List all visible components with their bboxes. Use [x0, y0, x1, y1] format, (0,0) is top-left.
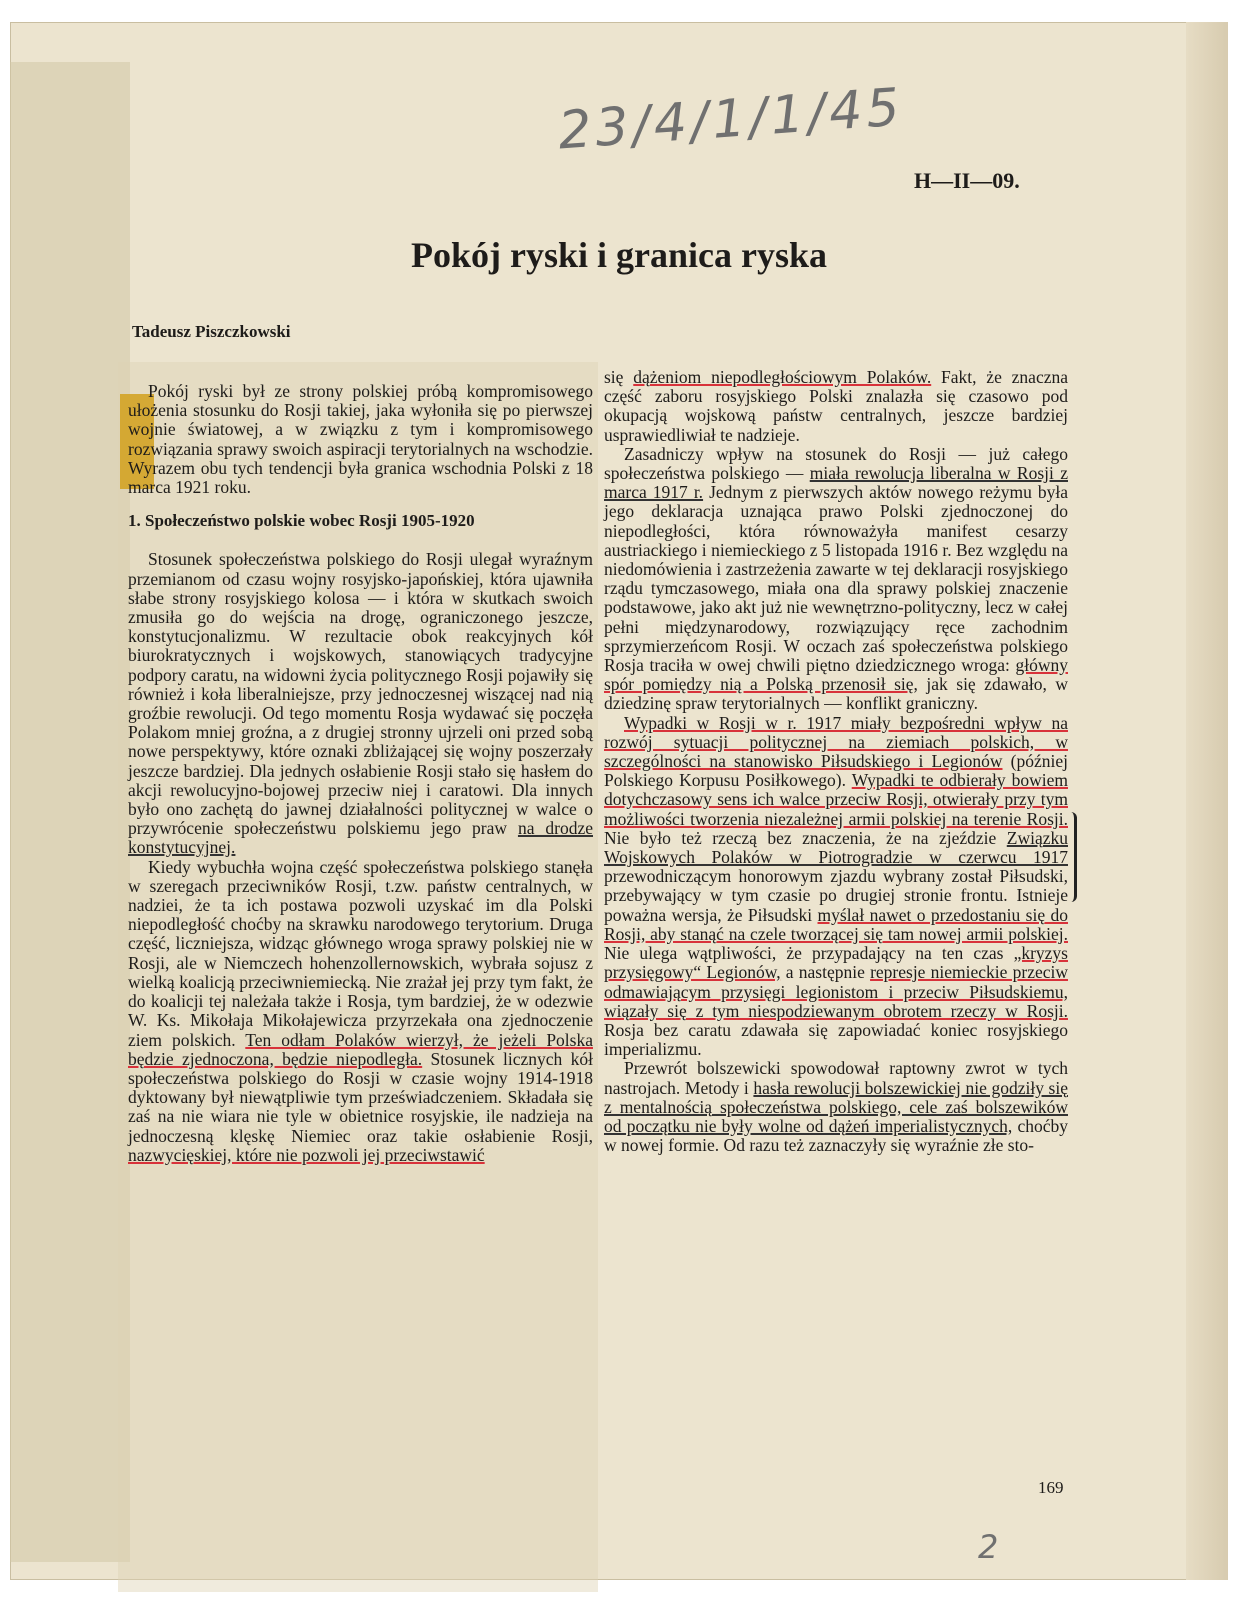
underlined-text: nazwycięskiej, które nie pozwoli jej przeciwstawić [128, 1144, 485, 1165]
paragraph [128, 550, 593, 857]
tape-strip-left [10, 62, 130, 1562]
underlined-text: Wypadki te odbierały bowiem dotychczasowy sens ich walce przeciw Rosji, otwierały przy tym możliwości tworzenia niezależnej armii polskiej na terenie Rosji. [604, 770, 1068, 829]
underlined-text: na drodze konstytucyjnej. [128, 818, 593, 858]
text-span: Stosunek społeczeństwa polskiego do Rosji ulegał wyraźnym przemianom od czasu wojny rosyjsko-japońskiej, która ujawniła słabe strony rosyjskiego kolosa — i która w skutkach swoich zmusiła go do wejścia na drogę, ograniczonego jeszcze, konstytucjonalizmu. W rezultacie obok reakcyjnych kół biurokratycznych i wojskowych, stanowiących tradycyjne podpory caratu, na widowni życia politycznego Rosji pojawiły się również i koła liberalniejsze, przy jednoczesnej wiszącej nad nią groźbie rewolucji. Od tego momentu Rosja wydawać się poczęła Polakom mniej groźna, a z drugiej stronny ujrzeli oni przed sobą nowe perspektywy, które oznaki zbliżającej się wojny poszerzały jeszcze bardziej. Dla jednych osłabienie Rosji stało się hasłem do akcji rewolucyjno-bojowej przeciw niej i caratowi. Dla innych było ono zachętą do jawnej działalności politycznej w walce o przywrócenie społeczeństwu polskiemu jego praw [128, 549, 593, 839]
document-code: H—II—09. [914, 168, 1020, 193]
underlined-text: główny spór pomiędzy nią a Polską przenosił się, [604, 655, 1068, 695]
underlined-text: dążeniom niepodległościowym Polaków. [633, 367, 932, 387]
underlined-text: miała rewolucja liberalna w Rosji z marca 1917 r. [604, 463, 1068, 503]
paragraph [128, 858, 593, 1165]
paragraph [604, 1059, 1068, 1155]
text-span: Przewrót bolszewicki spowodował raptowny zwrot w tych nastrojach. Metody i [604, 1058, 1068, 1098]
text-span: Fakt, że znaczna część zaboru rosyjskiego Polski znalazła się czasowo pod okupacją wojskową państw centralnych, jeszcze bardziej usprawiedliwiał te nadzieje. [604, 367, 1068, 445]
underlined-text: represje niemieckie przeciw odmawiającym przysięgi legionistom i przeciw Piłsudskiemu, wiązały się z tym niespodziewanym obrotem rzeczy w Rosji. [604, 962, 1068, 1021]
text-span: Nie ulega wątpliwości, że przypadający na ten czas [604, 943, 1014, 964]
text-span: jak się zdawało, w dziedzinę spraw terytorialnych — konflikt graniczny. [604, 674, 1068, 714]
text-span: Rosja bez caratu zdawała się zapowiadać koniec rosyjskiego imperializmu. [604, 1019, 1068, 1060]
pencil-mark: 2 [978, 1528, 999, 1566]
paragraph [604, 445, 1068, 714]
section-heading: 1. Społeczeństwo polskie wobec Rosji 1905-1920 [128, 511, 475, 531]
underlined-text: Związku Wojskowych Polaków w Piotrogradzie w czerwcu 1917 [604, 827, 1068, 868]
text-span: Nie było też rzeczą bez znaczenia, że na zjeździe [604, 827, 1007, 848]
left-column [128, 382, 593, 1165]
document-page [10, 22, 1228, 1580]
text-span: się [604, 367, 634, 387]
underlined-text: Ten odłam Polaków wierzył, że jeżeli Polska będzie zjednoczona, będzie niepodległa. [128, 1029, 593, 1069]
paragraph [604, 714, 1068, 1060]
underlined-text: hasła rewolucji bolszewickiej nie godziły się z mentalnością społeczeństwa polskiego, cele zaś bolszewików od początku nie były wolne od dążeń imperialistycznych, [604, 1077, 1068, 1136]
text-span: przewodniczącym honorowym zjazdu wybrany został Piłsudski, przebywający w tym czasie po drugiej stronie frontu. Istnieje poważna wersja, że Piłsudski [604, 866, 1068, 925]
right-column [604, 368, 1068, 1155]
text-span: Kiedy wybuchła wojna część społeczeństwa polskiego stanęła w szeregach przeciwników Rosji, t.zw. państw centralnych, w nadziei, że ta ich postawa pozwoli uzyskać im dla Polski niepodległość choćby na skrawku narodowego terytorium. Druga część, liczniejsza, widząc głównego wroga sprawy polskiej nie w Rosji, ale w Niemczech hohenzollernowskich, wybrała sojusz z wielką koalicją przeciwniemiecką. Nie zrażał jej przy tym fakt, że do koalicji tej należała także i Rosja, tym bardziej, że w odezwie W. Ks. Mikołaja Mikołajewicza przyrzekała ona zjednoczenie ziem polskich. [128, 856, 593, 1050]
intro-paragraph: Pokój ryski był ze strony polskiej próbą kompromisowego ułożenia stosunku do Rosji takiej, jaka wyłoniła się po pierwszej wojnie światowej, a w związku z tym i kompromisowego rozwiązania sprawy swoich aspiracji terytorialnych na wschodzie. Wyrazem obu tych tendencji była granica wschodnia Polski z 18 marca 1921 roku. [128, 381, 593, 498]
article-title: Pokój ryski i granica ryska [410, 235, 827, 275]
underlined-text: myślał nawet o przedostaniu się do Rosji, aby stanąć na czele tworzącej się tam nowej armii polskiej. [604, 904, 1068, 944]
margin-bracket [1070, 812, 1077, 902]
paragraph [604, 368, 1068, 445]
text-span: Zasadniczy wpływ na stosunek do Rosji — już całego społeczeństwa polskiego — [604, 443, 1068, 484]
underlined-text: Wypadki w Rosji w r. 1917 miały bezpośredni wpływ na rozwój sytuacji politycznej na ziemiach polskich, w szczególności na stanowisko Piłsudskiego i Legionów [604, 712, 1068, 772]
underlined-text: „kryzys przysięgowy“ Legionów, [604, 943, 1068, 983]
text-span: Jednym z pierwszych aktów nowego reżymu była jego deklaracja uznająca prawo Polski zjednoczonej do niepodległości, która równoważyła manifest cesarzy austriackiego i niemieckiego z 5 listopada 1916 r. Bez względu na niedomówienia i zastrzeżenia zawarte w tej deklaracji rosyjskiego rządu tymczasowego, miała ona dla sprawy polskiej znaczenie podstawowe, jako akt już nie wewnętrzno-polityczny, lecz w całej pełni międzynarodowy, rozwiązujący ręce zachodnim sprzymierzeńcom Rosji. W oczach zaś społeczeństwa polskiego Rosja traciła w owej chwili piętno dziedzicznego wroga: [604, 482, 1068, 676]
handwritten-note: 23/4/1/1/45 [556, 77, 906, 162]
text-span: choćby w nowej formie. Od razu też zaznaczyły się wyraźnie złe sto- [604, 1115, 1068, 1156]
page-number: 169 [1038, 1478, 1064, 1497]
text-span: Stosunek licznych kół społeczeństwa polskiego do Rosji w czasie wojny 1914-1918 dyktowany był niewątpliwie tym przeświadczeniem. Składała się zaś na nie wiara nie tyle w obietnice rosyjskie, ile nadzieja na jednoczesną klęskę Niemiec oraz takie osłabienie Rosji, [128, 1048, 594, 1146]
text-span: (później Polskiego Korpusu Posiłkowego). [604, 751, 1068, 791]
text-span: a następnie [780, 962, 871, 983]
article-author: Tadeusz Piszczkowski [132, 322, 291, 341]
